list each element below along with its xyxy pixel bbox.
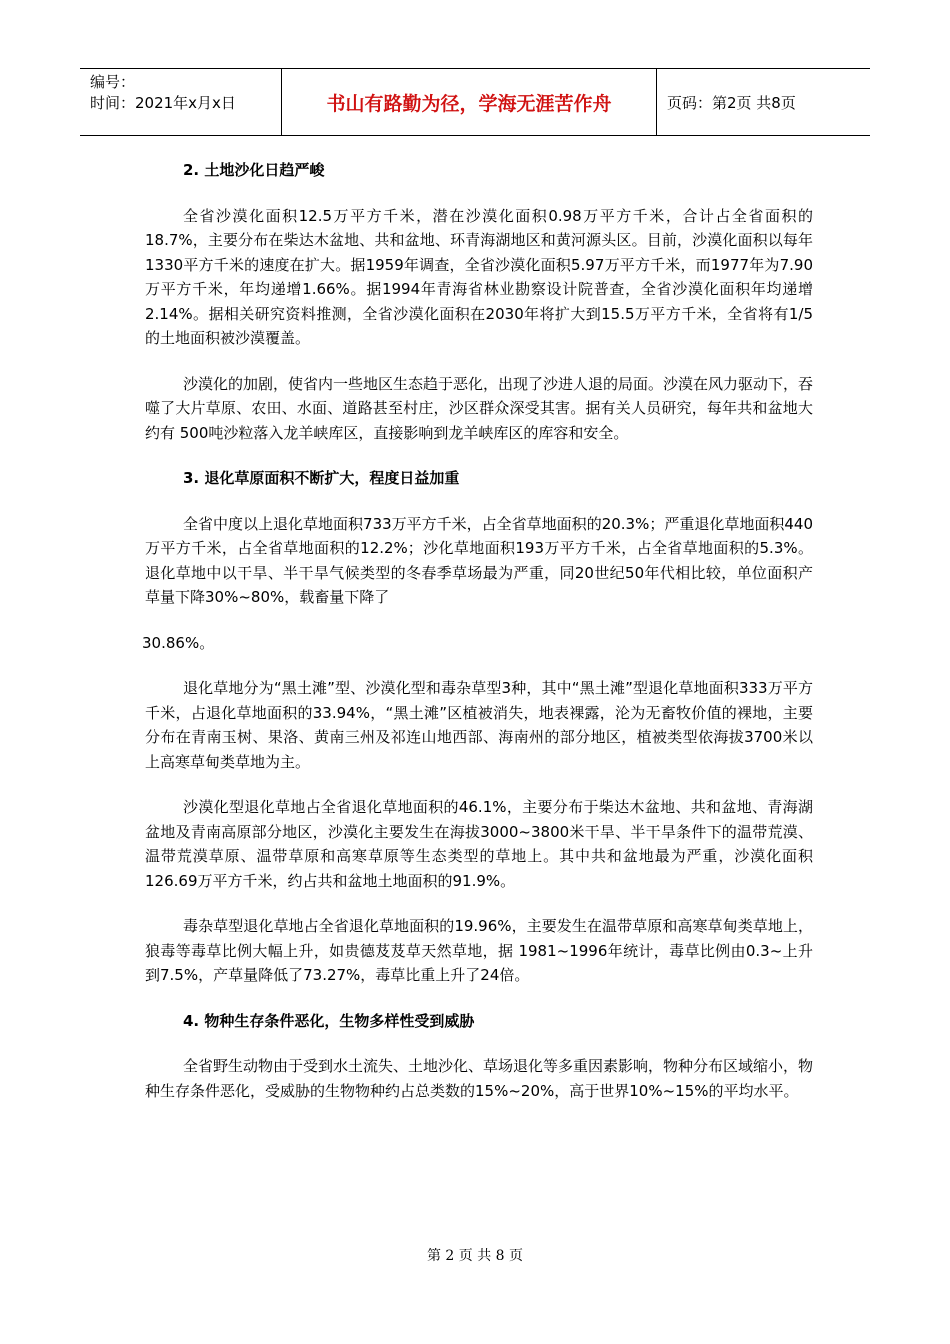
paragraph-continuation: 30.86%。 [142, 633, 215, 652]
paragraph: 全省野生动物由于受到水土流失、土地沙化、草场退化等多重因素影响，物种分布区域缩小，物种生存条件恶化，受威胁的生物物种约占总类数的15%~20%，高于世界10%~15%的平均水平。 [145, 1057, 814, 1100]
section-heading-4: 4. 物种生存条件恶化，生物多样性受到威胁 [183, 1011, 475, 1030]
page-header [80, 68, 870, 136]
paragraph: 沙漠化的加剧，使省内一些地区生态趋于恶化，出现了沙进人退的局面。沙漠在风力驱动下，吞噬了大片草原、农田、水面、道路甚至村庄，沙区群众深受其害。据有关人员研究，每年共和盆地大约有 500吨沙粒落入龙羊峡库区，直接影响到龙羊峡库区的库容和安全。 [145, 374, 814, 442]
section-heading-3: 3. 退化草原面积不断扩大，程度日益加重 [183, 469, 460, 487]
page-footer: 第 2 页 共 8 页 [426, 1248, 524, 1264]
paragraph: 全省中度以上退化草地面积733万平方千米，占全省草地面积的20.3%；严重退化草地面积440万平方千米，占全省草地面积的12.2%；沙化草地面积193万平方千米，占全省草地面积的5.3%。退化草地中以干旱、半干旱气候类型的冬春季草场最为严重，同20世纪50年代相比较，单位面积产草量下降30%~80%，载畜量下降了 [145, 514, 813, 606]
document-body [142, 158, 814, 1103]
paragraph: 毒杂草型退化草地占全省退化草地面积的19.96%，主要发生在温带草原和高寒草甸类草地上，狼毒等毒草比例大幅上升，如贵德芨芨草天然草地，据 1981~1996年统计，毒草比例由0.3~上升到7.5%，产草量降低了73.27%，毒草比重上升了24倍。 [145, 917, 813, 984]
document-number-label: 编号： [90, 73, 136, 91]
paragraph: 沙漠化型退化草地占全省退化草地面积的46.1%，主要分布于柴达木盆地、共和盆地、青海湖盆地及青南高原部分地区，沙漠化主要发生在海拔3000~3800米干旱、半干旱条件下的温带荒漠、温带荒漠草原、温带草原和高寒草原等生态类型的草地上。其中共和盆地最为严重，沙漠化面积126.69万平方千米，约占共和盆地土地面积的91.9%。 [145, 798, 813, 890]
header-motto: 书山有路勤为径，学海无涯苦作舟 [282, 69, 657, 135]
section-heading-2: 2. 土地沙化日趋严峻 [183, 161, 325, 179]
header-left-cell [80, 69, 282, 135]
header-page-number: 页码：第2页 共8页 [667, 93, 796, 112]
document-date-label: 时间：2021年x月x日 [90, 94, 236, 112]
paragraph: 退化草地分为“黑土滩”型、沙漠化型和毒杂草型3种，其中“黑土滩”型退化草地面积333万平方千米，占退化草地面积的33.94%，“黑土滩”区植被消失，地表裸露，沦为无畜牧价值的裸地，主要分布在青南玉树、果洛、黄南三州及祁连山地西部、海南州的部分地区，植被类型依海拔3700米以上高寒草甸类草地为主。 [145, 679, 813, 771]
paragraph: 全省沙漠化面积12.5万平方千米，潜在沙漠化面积0.98万平方千米，合计占全省面积的18.7%，主要分布在柴达木盆地、共和盆地、环青海湖地区和黄河源头区。目前，沙漠化面积以每年1330平方千米的速度在扩大。据1959年调查，全省沙漠化面积5.97万平方千米，而1977年为7.90万平方千米，年均递增1.66%。据1994年青海省林业勘察设计院普查，全省沙漠化面积年均递增2.14%。据相关研究资料推测，全省沙漠化面积在2030年将扩大到15.5万平方千米，全省将有1/5的土地面积被沙漠覆盖。 [145, 206, 813, 347]
